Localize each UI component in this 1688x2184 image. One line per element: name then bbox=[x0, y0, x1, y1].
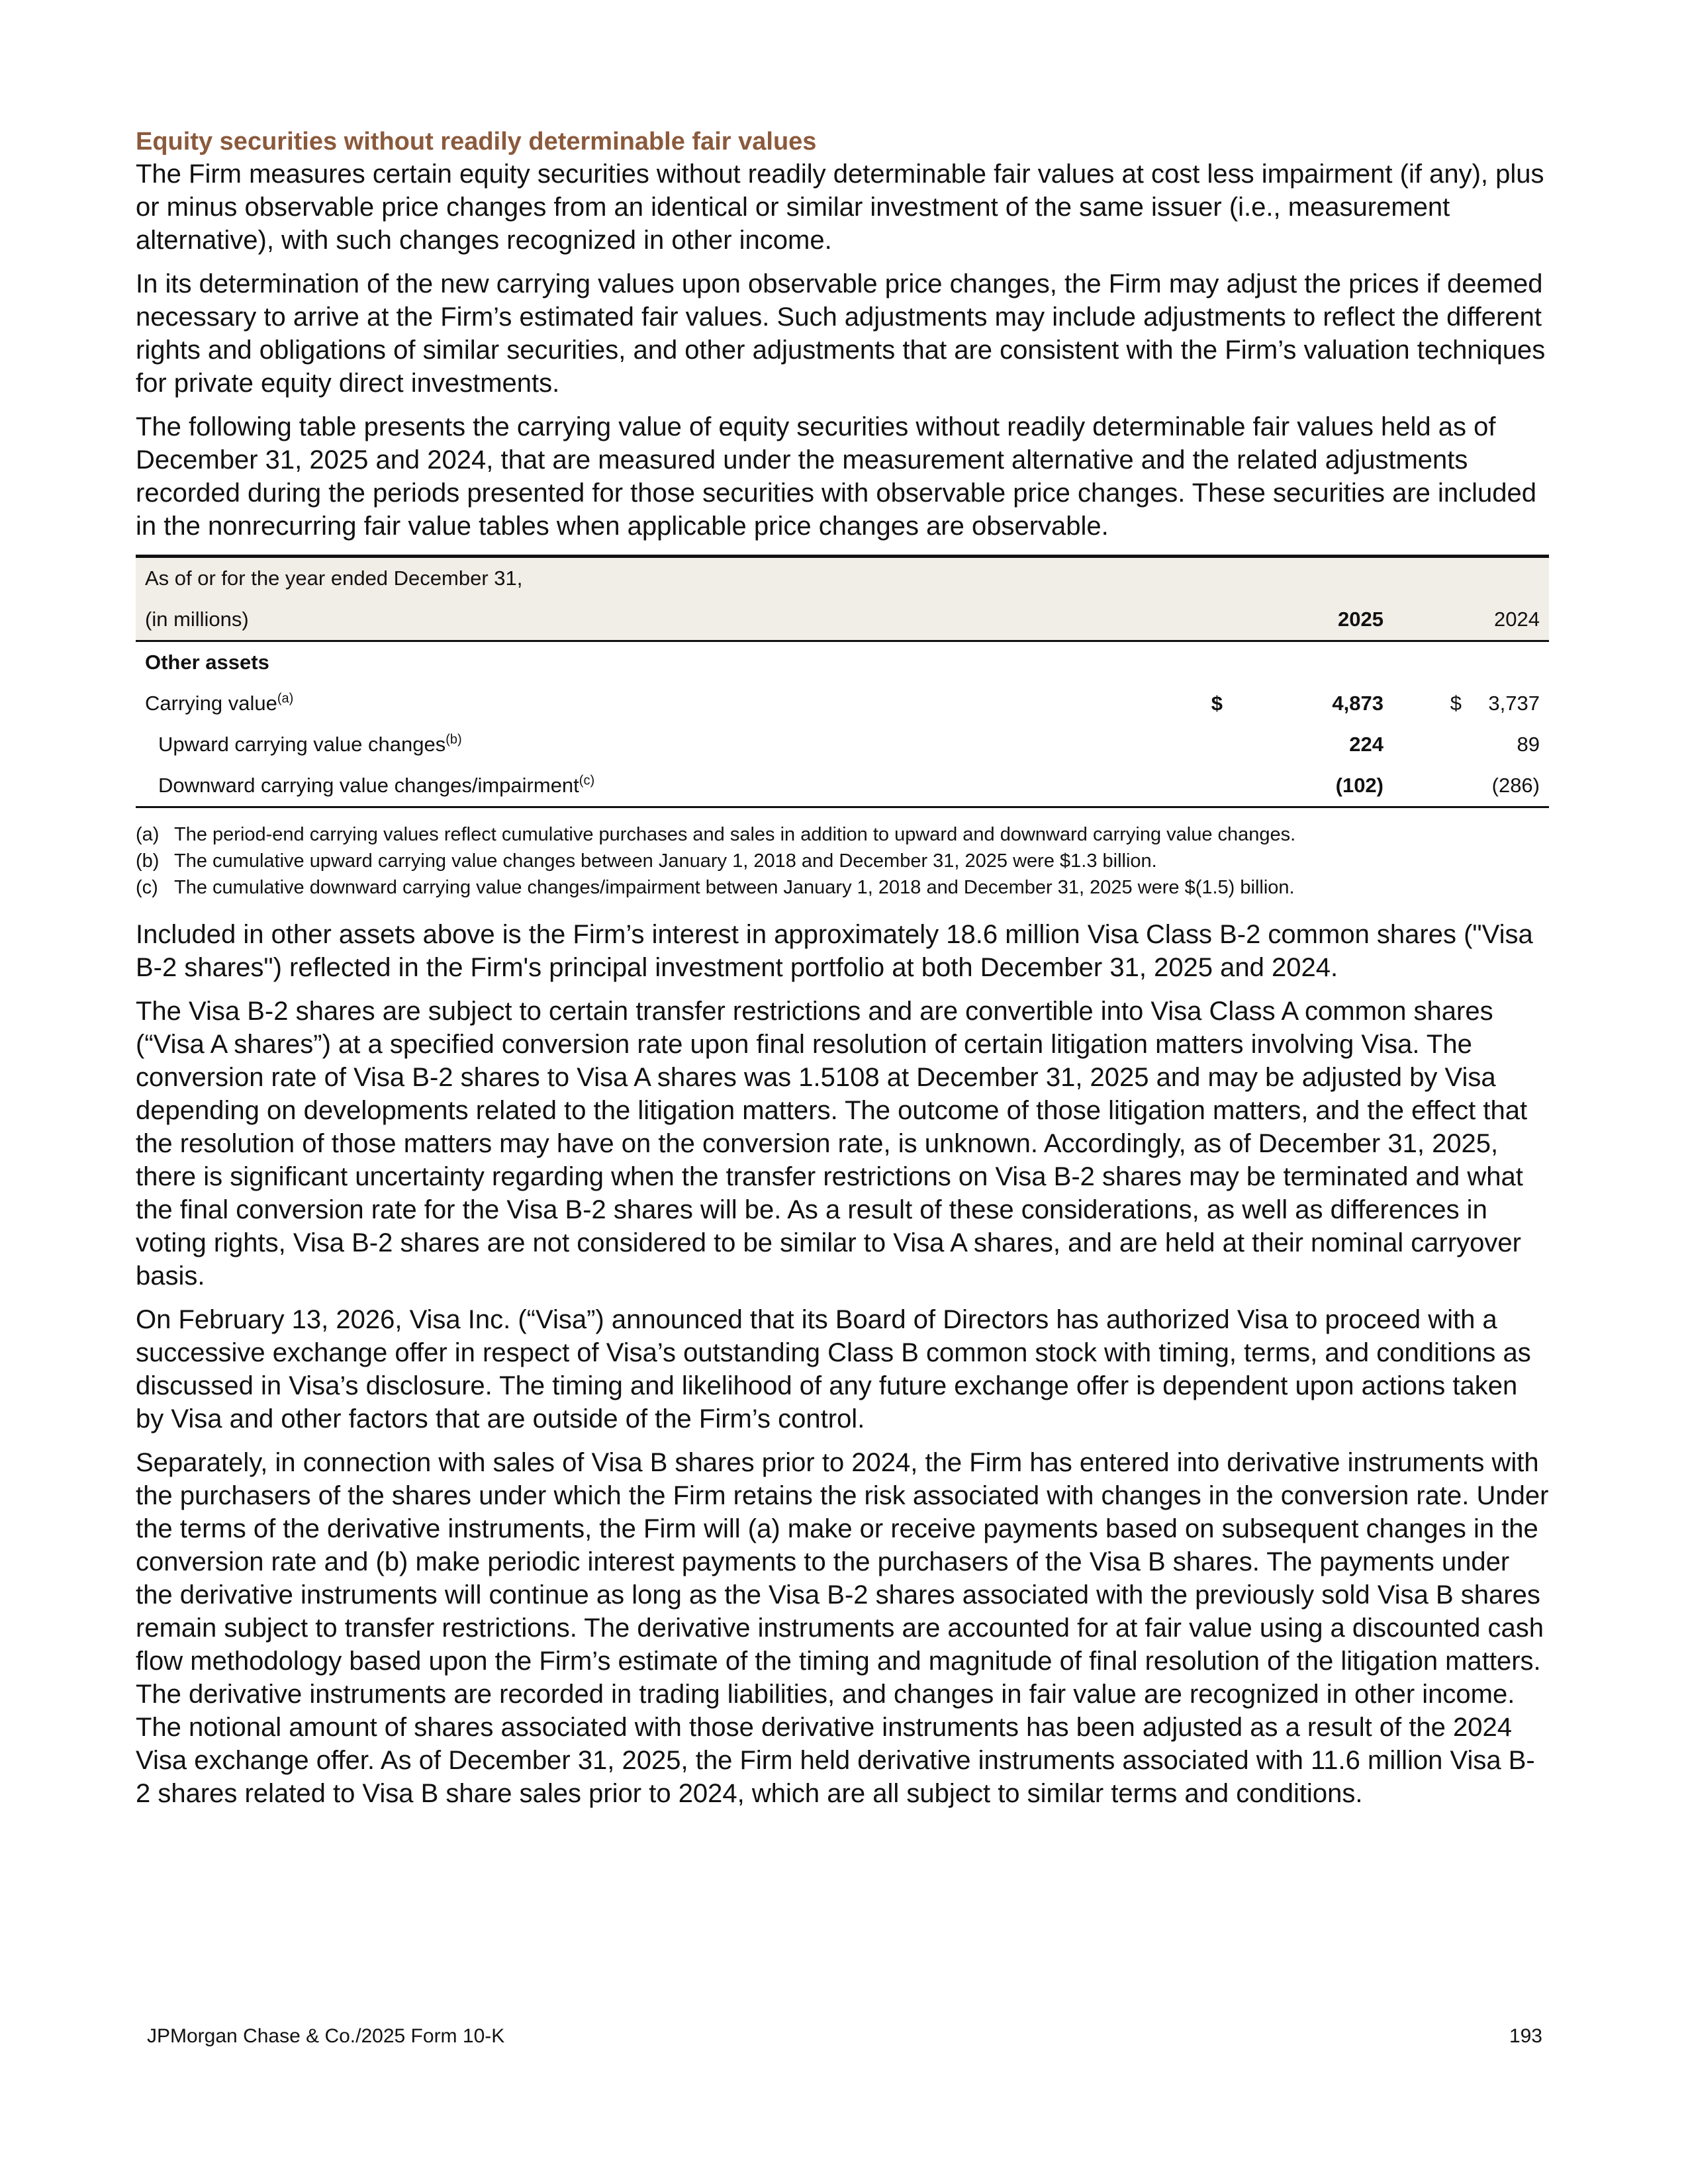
intro-paragraph-2: In its determination of the new carrying values upon observable price changes, the Firm may adjust the prices if deemed necessary to arrive at the Firm’s estimated fair values. Such adjustments may include adjustments to reflect the different rights and obligations of similar securities, and other adjustments that are consistent with the Firm’s valuation techniques for private equity direct investments. bbox=[136, 269, 1546, 398]
page-number: 193 bbox=[1509, 2025, 1542, 2047]
value-2024: (286) bbox=[1471, 765, 1549, 807]
section-label-other-assets: Other assets bbox=[145, 651, 269, 674]
carrying-value-table bbox=[136, 555, 1549, 808]
value-2025: 4,873 bbox=[1332, 692, 1383, 715]
table-footnotes bbox=[136, 821, 1549, 901]
footer-document-title: JPMorgan Chase & Co./2025 Form 10-K bbox=[147, 2025, 505, 2047]
footnote: (c) The cumulative downward carrying value changes/impairment between January 1, 2018 and December 31, 2025 were $(1.5) billion. bbox=[136, 877, 1295, 898]
dollar-sign: $ bbox=[1211, 692, 1223, 715]
page-footer bbox=[147, 2025, 1542, 2048]
footnote: (a) The period-end carrying values reflect cumulative purchases and sales in addition to upward and downward carrying value changes. bbox=[136, 824, 1296, 845]
value-2024: 3,737 bbox=[1488, 692, 1540, 715]
intro-paragraph-1: The Firm measures certain equity securities without readily determinable fair values at cost less impairment (if any), plus or minus observable price changes from an identical or similar investment of the same issuer (i.e., measurement alternative), with such changes recognized in other income. bbox=[136, 159, 1544, 255]
section-heading: Equity securities without readily determinable fair values bbox=[136, 128, 817, 156]
table-row bbox=[136, 765, 1549, 807]
footnote-ref: (b) bbox=[445, 732, 462, 747]
document-page bbox=[136, 126, 1549, 1821]
body-paragraph-1: Included in other assets above is the Firm’s interest in approximately 18.6 million Visa Class B-2 common shares ("Visa B-2 shares") reflected in the Firm's principal investment portfolio at both December 31, 2025 and 2024. bbox=[136, 920, 1533, 982]
table-row bbox=[136, 724, 1549, 765]
column-header-2025: 2025 bbox=[1232, 599, 1393, 641]
column-header-2024: 2024 bbox=[1471, 599, 1549, 641]
table-header-units: (in millions) bbox=[136, 599, 1160, 641]
row-label: Downward carrying value changes/impairment$^{(c)}$ bbox=[136, 765, 1160, 807]
table-header-row bbox=[136, 599, 1549, 641]
body-paragraph-3: On February 13, 2026, Visa Inc. (“Visa”) announced that its Board of Directors has authorized Visa to proceed with a successive exchange offer in respect of Visa’s outstanding Class B common stock with timing, terms, and conditions as discussed in Visa’s disclosure. The timing and likelihood of any future exchange offer is dependent upon actions taken by Visa and other factors that are outside of the Firm’s control. bbox=[136, 1305, 1531, 1433]
table-row bbox=[136, 683, 1549, 724]
row-label: Upward carrying value changes$^{(b)}$ bbox=[158, 732, 462, 756]
table-header-period: As of or for the year ended December 31, bbox=[136, 557, 1549, 600]
value-2024: 89 bbox=[1517, 733, 1540, 756]
value-2025: (102) bbox=[1232, 765, 1393, 807]
footnote-ref: (a) bbox=[277, 691, 294, 706]
table-header-row bbox=[136, 557, 1549, 600]
value-2025: 224 bbox=[1349, 733, 1383, 756]
footnote: (b) The cumulative upward carrying value changes between January 1, 2018 and December 31, 2025 were $1.3 billion. bbox=[136, 850, 1157, 872]
row-label: Carrying value$^{(a)}$ bbox=[145, 691, 294, 715]
body-paragraph-2: The Visa B-2 shares are subject to certain transfer restrictions and are convertible into Visa Class A common shares (“Visa A shares”) at a specified conversion rate upon final resolution of certain litigation matters involving Visa. The conversion rate of Visa B-2 shares to Visa A shares was 1.5108 at December 31, 2025 and may be adjusted by Visa depending on developments related to the litigation matters. The outcome of those litigation matters, and the effect that the resolution of those matters may have on the conversion rate, is unknown. Accordingly, as of December 31, 2025, there is significant uncertainty regarding when the transfer restrictions on Visa B-2 shares may be terminated and what the final conversion rate for the Visa B-2 shares will be. As a result of these considerations, as well as differences in voting rights, Visa B-2 shares are not considered to be similar to Visa A shares, and are held at their nominal carryover basis. bbox=[136, 997, 1528, 1291]
footnote-ref: (c) bbox=[579, 773, 595, 788]
intro-paragraph-3: The following table presents the carrying value of equity securities without readily determinable fair values held as of December 31, 2025 and 2024, that are measured under the measurement alternative and the related adjustments recorded during the periods presented for those securities with observable price changes. These securities are included in the nonrecurring fair value tables when applicable price changes are observable. bbox=[136, 412, 1537, 541]
body-paragraph-4: Separately, in connection with sales of Visa B shares prior to 2024, the Firm has entered into derivative instruments with the purchasers of the shares under which the Firm retains the risk associated with changes in the conversion rate. Under the terms of the derivative instruments, the Firm will (a) make or receive payments based on subsequent changes in the conversion rate and (b) make periodic interest payments to the purchasers of the Visa B shares. The payments under the derivative instruments will continue as long as the Visa B-2 shares associated with the previously sold Visa B shares remain subject to transfer restrictions. The derivative instruments are accounted for at fair value using a discounted cash flow methodology based upon the Firm’s estimate of the timing and magnitude of final resolution of the litigation matters. The derivative instruments are recorded in trading liabilities, and changes in fair value are recognized in other income. The notional amount of shares associated with those derivative instruments has been adjusted as a result of the 2024 Visa exchange offer. As of December 31, 2025, the Firm held derivative instruments associated with 11.6 million Visa B-2 shares related to Visa B share sales prior to 2024, which are all subject to similar terms and conditions. bbox=[136, 1448, 1549, 1808]
dollar-sign: $ bbox=[1450, 692, 1462, 715]
table-section-row bbox=[136, 641, 1549, 684]
